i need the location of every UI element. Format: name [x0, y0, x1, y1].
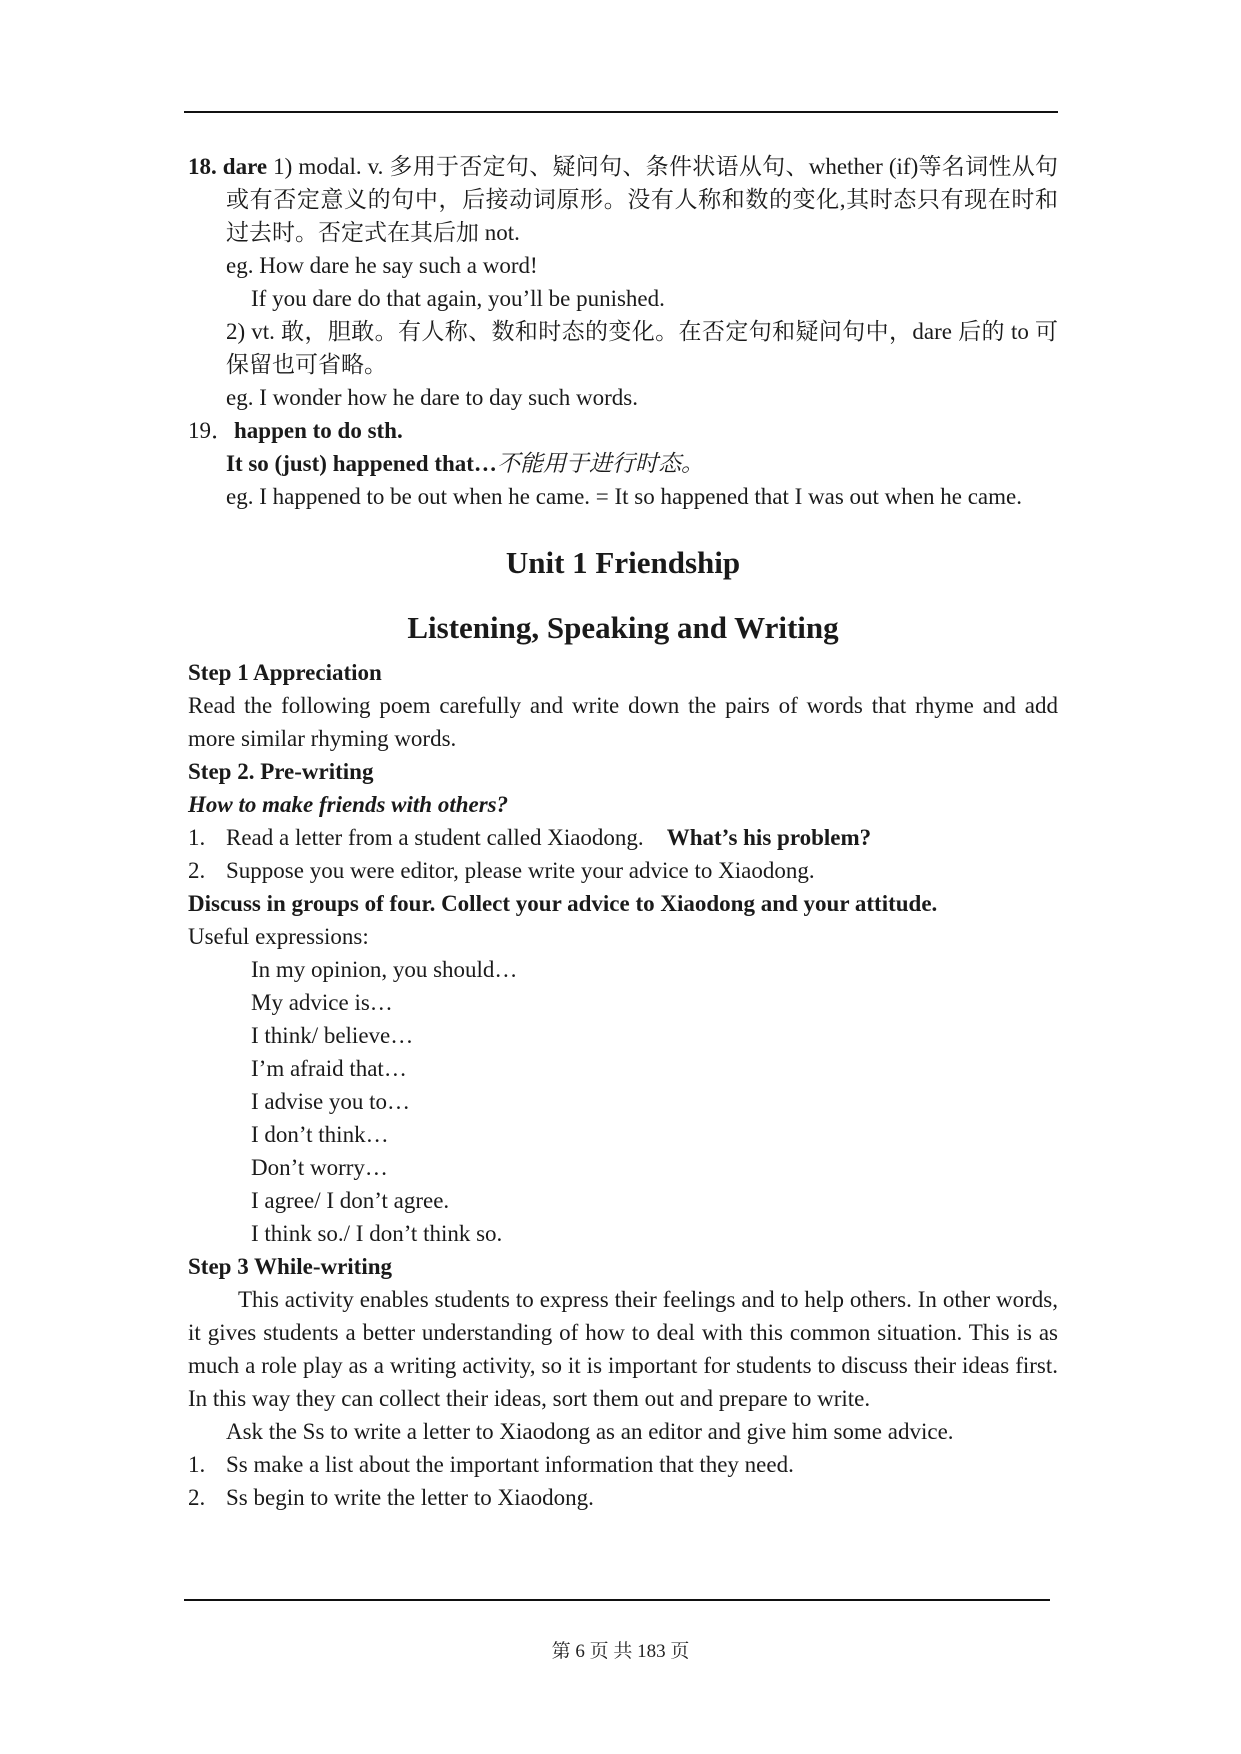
item-19-phrase: happen to do sth.	[234, 418, 403, 443]
item-18-word: dare	[222, 154, 268, 179]
page-content	[188, 150, 1058, 1514]
item-18-example-2: If you dare do that again, you’ll be punished.	[251, 286, 665, 311]
item-18-definition: 1) modal. v. 多用于否定句、疑问句、条件状语从句、whether (if)等名词性从句或有否定意义的句中，后接动词原形。没有人称和数的变化,其时态只有现在时和过去时。否定式在其后加 not.	[226, 154, 1058, 245]
item-18-number: 18.	[188, 154, 217, 179]
expression-item: In my opinion, you should…	[251, 957, 518, 982]
discuss-instruction: Discuss in groups of four. Collect your advice to Xiaodong and your attitude.	[188, 891, 938, 916]
expression-item: I think/ believe…	[251, 1023, 414, 1048]
step-2-question: How to make friends with others?	[188, 792, 509, 817]
useful-expressions-label: Useful expressions:	[188, 924, 369, 949]
step-2-heading: Step 2. Pre-writing	[188, 759, 374, 784]
step-2-item: 2. Suppose you were editor, please write your advice to Xiaodong.	[188, 858, 815, 883]
expression-item: I’m afraid that…	[251, 1056, 407, 1081]
step-3-item: 2. Ss begin to write the letter to Xiaodong.	[188, 1485, 594, 1510]
expression-item: Don’t worry…	[251, 1155, 388, 1180]
item-18-sense-2: 2) vt. 敢，胆敢。有人称、数和时态的变化。在否定句和疑问句中，dare 后的 to 可保留也可省略。	[226, 319, 1058, 377]
item-19-note: 不能用于进行时态。	[496, 451, 704, 476]
expression-item: I agree/ I don’t agree.	[251, 1188, 450, 1213]
item-19-number: 19．	[188, 418, 234, 443]
unit-title: Unit 1 Friendship	[505, 545, 741, 580]
step-1-heading: Step 1 Appreciation	[188, 660, 382, 685]
expression-item: I advise you to…	[251, 1089, 411, 1114]
item-19-example: eg. I happened to be out when he came. = It so happened that I was out when he came.	[226, 484, 1022, 509]
item-19-phrase-2-bold: It so (just) happened that…	[226, 451, 497, 476]
item-19	[188, 414, 1058, 447]
footer-rule	[184, 1599, 1050, 1601]
expression-item: I think so./ I don’t think so.	[251, 1221, 503, 1246]
page-number: 第 6 页 共 183 页	[551, 1641, 690, 1662]
step-1-text: Read the following poem carefully and write down the pairs of words that rhyme and add more similar rhyming words.	[188, 693, 1058, 751]
step-3-item: 1. Ss make a list about the important information that they need.	[188, 1452, 794, 1477]
item-18-example-3: eg. I wonder how he dare to day such words.	[226, 385, 638, 410]
expression-item: My advice is…	[251, 990, 393, 1015]
step-3-heading: Step 3 While-writing	[188, 1254, 393, 1279]
item-19-phrase-2	[188, 447, 1058, 480]
header-rule	[184, 111, 1058, 113]
item-18-example-1: eg. How dare he say such a word!	[226, 253, 538, 278]
step-2-item: 1. Read a letter from a student called Xiaodong. What’s his problem?	[188, 825, 872, 850]
step-3-paragraph-1: This activity enables students to express their feelings and to help others. In other words, it gives students a better understanding of how to deal with this common situation. This is as much a role play as a writing activity, so it is important for students to discuss their ideas first. In this way they can collect their ideas, sort them out and prepare to write.	[188, 1287, 1058, 1411]
section-title: Listening, Speaking and Writing	[407, 610, 839, 645]
item-18	[188, 150, 1058, 249]
step-3-paragraph-2: Ask the Ss to write a letter to Xiaodong as an editor and give him some advice.	[226, 1419, 954, 1444]
expression-item: I don’t think…	[251, 1122, 389, 1147]
